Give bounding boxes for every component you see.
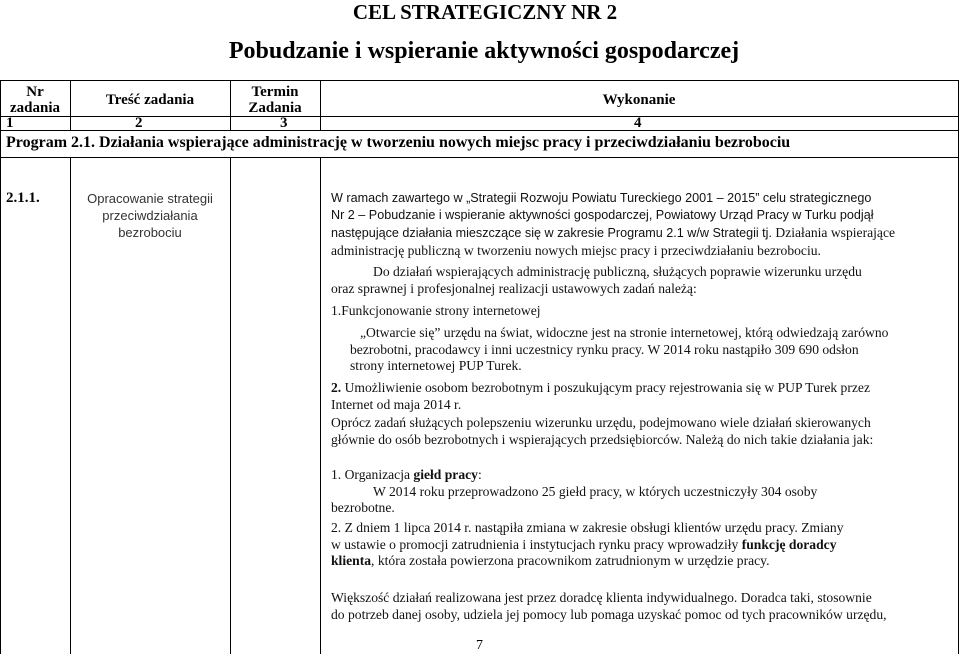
program-bottom-border xyxy=(0,157,958,158)
col3-divider-lower xyxy=(320,157,321,654)
task-description: Opracowanie strategii przeciwdziałania bezrobociu xyxy=(87,191,213,240)
item-2-text: 2. Umożliwienie osobom bezrobotnym i poszukującym pracy rejestrowania się w PUP Turek przez Internet od maja 2014 r. xyxy=(331,380,870,412)
colnum-4: 4 xyxy=(634,115,642,131)
colnum-3: 3 xyxy=(280,115,288,131)
colnum-bottom-border xyxy=(0,130,958,131)
item-1-heading: 1.Funkcjonowanie strony internetowej xyxy=(331,303,541,318)
execution-paragraph-4: Większość działań realizowana jest przez doradcę klienta indywidualnego. Doradca taki, stosownie do potrzeb danej osoby, udziela jej pomocy lub pomaga uzyskać pomoc od tych pracowników urzędu, xyxy=(331,590,887,622)
document-subtitle: Pobudzanie i wspieranie aktywności gospodarczej xyxy=(228,38,740,64)
header-termin: Termin Zadania xyxy=(248,84,302,116)
client-advisor-section: 2. Z dniem 1 lipca 2014 r. nastąpiła zmiana w zakresie obsługi klientów urzędu pracy. Zmiany w ustawie o promocji zatrudnienia i instytucjach rynku pracy wprowadziły funkcję doradcy klienta, która została powierzona pracownikom zatrudnionym w urzędzie pracy. xyxy=(331,520,844,568)
table-left-border xyxy=(0,80,1,654)
job-fairs-section: 1. Organizacja giełd pracy: W 2014 roku przeprowadzono 25 giełd pracy, w których uczestniczyły 304 osoby bezrobotne. xyxy=(331,467,818,515)
table-top-border xyxy=(0,80,958,81)
table-right-border xyxy=(958,80,959,654)
header-nr: Nr zadania xyxy=(9,84,60,116)
header-wykonanie: Wykonanie xyxy=(602,92,676,108)
col2-divider-lower xyxy=(230,157,231,654)
colnum-2: 2 xyxy=(135,115,143,131)
execution-paragraph-2: Do działań wspierających administrację publiczną, służących poprawie wizerunku urzędu oraz sprawnej i profesjonalnej realizacji ustawowych zadań należą: xyxy=(331,264,862,296)
program-row: Program 2.1. Działania wspierające administrację w tworzeniu nowych miejsc pracy i przeciwdziałaniu bezrobociu xyxy=(6,134,791,151)
execution-paragraph-1: W ramach zawartego w „Strategii Rozwoju Powiatu Tureckiego 2001 – 2015” celu strategicznego Nr 2 – Pobudzanie i wspieranie aktywności gospodarczej, Powiatowy Urząd Pracy w Turku podjął następujące działania mieszczące się w zakresie Programu 2.1 w/w Strategii tj. Działania wspierające administrację publiczną w tworzeniu nowych miejsc pracy i przeciwdziałaniu bezrobociu. xyxy=(331,191,896,258)
task-number: 2.1.1. xyxy=(6,190,40,206)
colnum-1: 1 xyxy=(6,115,14,131)
document-title: CEL STRATEGICZNY NR 2 xyxy=(352,0,618,24)
header-tresc: Treść zadania xyxy=(105,92,195,108)
header-bottom-border xyxy=(0,116,958,117)
item-1-text: „Otwarcie się” urzędu na świat, widoczne jest na stronie internetowej, którą odwiedzają zarówno bezrobotni, pracodawcy i inni uczestnicy rynku pracy. W 2014 roku nastąpiło 309 690 odsłon strony internetowej PUP Turek. xyxy=(350,325,889,373)
page-number: 7 xyxy=(476,638,483,653)
col1-divider-lower xyxy=(70,157,71,654)
execution-paragraph-3: Oprócz zadań służących polepszeniu wizerunku urzędu, podejmowano wiele działań skierowanych głównie do osób bezrobotnych i wspierających przedsiębiorców. Należą do nich takie działania jak: xyxy=(331,415,874,447)
